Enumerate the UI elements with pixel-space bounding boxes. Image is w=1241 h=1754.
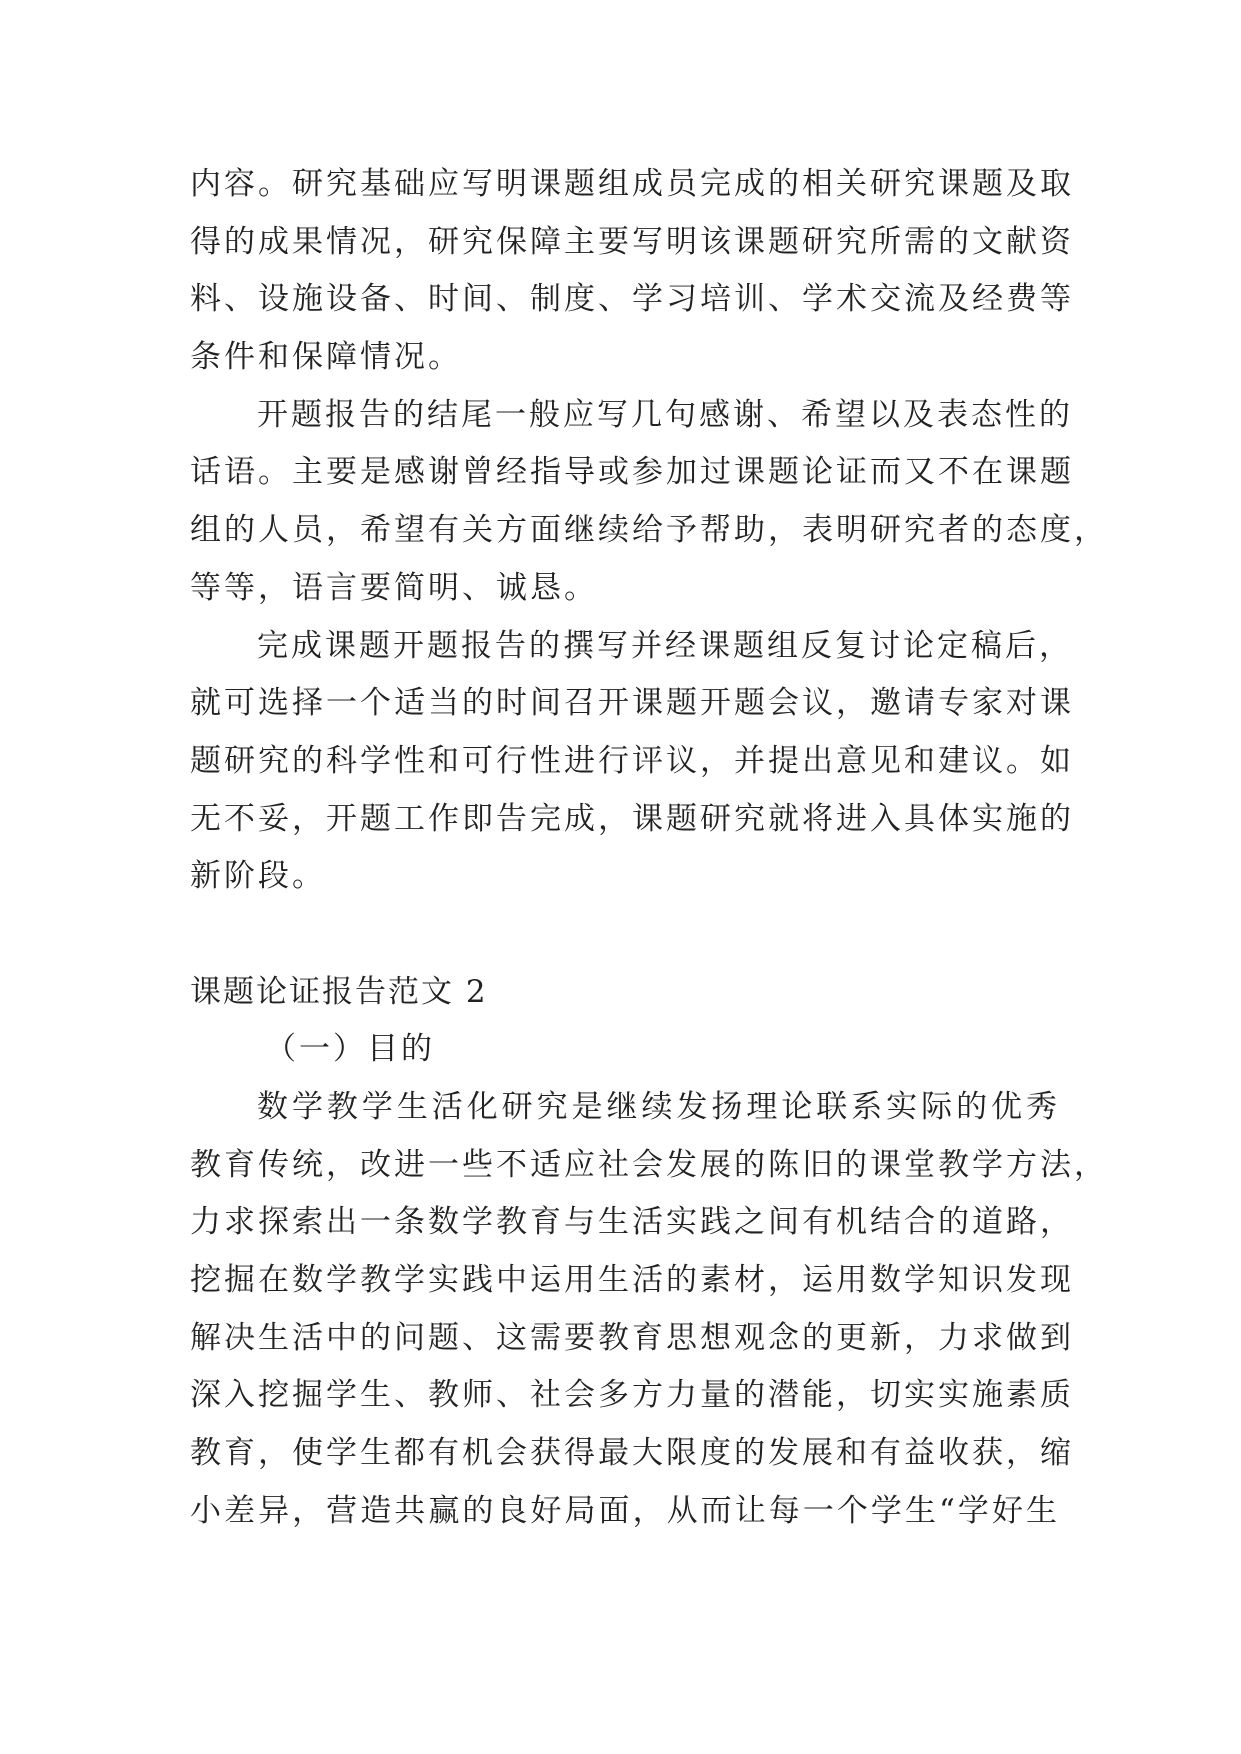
section-title-text: 课题论证报告范文 2 — [190, 973, 488, 1010]
text-line: 内容。研究基础应写明课题组成员完成的相关研究课题及取 — [190, 166, 1074, 202]
text-line: 小差异，营造共赢的良好局面，从而让每一个学生“学好生 — [190, 1492, 1060, 1529]
paragraph-purpose — [190, 1079, 1108, 1541]
text-line: 挖掘在数学教学实践中运用生活的素材，运用数学知识发现 — [190, 1262, 1074, 1299]
text-line: 教育传统，改进一些不适应社会发展的陈旧的课堂教学方法， — [190, 1146, 1108, 1183]
text-line: 完成课题开题报告的撰写并经课题组反复讨论定稿后， — [257, 627, 1073, 664]
text-line: 料、设施设备、时间、制度、学习培训、学术交流及经费等 — [190, 281, 1074, 318]
text-line: 数学教学生活化研究是继续发扬理论联系实际的优秀 — [257, 1089, 1060, 1125]
text-line: 教育，使学生都有机会获得最大限度的发展和有益收获，缩 — [190, 1435, 1074, 1472]
section-title — [190, 964, 1060, 1022]
blank-line — [190, 906, 1060, 964]
text-line: 题研究的科学性和可行性进行评议，并提出意见和建议。如 — [190, 742, 1074, 779]
text-line: 条件和保障情况。 — [190, 339, 462, 376]
text-line: 组的人员，希望有关方面继续给予帮助，表明研究者的态度， — [190, 512, 1108, 549]
text-line: 解决生活中的问题、这需要教育思想观念的更新，力求做到 — [190, 1319, 1074, 1356]
text-line: 深入挖掘学生、教师、社会多方力量的潜能，切实实施素质 — [190, 1377, 1074, 1414]
text-line: 等等，语言要简明、诚恳。 — [190, 569, 598, 606]
document-body — [190, 156, 1108, 1541]
text-line: 得的成果情况，研究保障主要写明该课题研究所需的文献资 — [190, 223, 1074, 260]
paragraph-report-completion — [190, 618, 1074, 906]
text-line: 开题报告的结尾一般应写几句感谢、希望以及表态性的 — [257, 396, 1073, 433]
sub-title-text: （一）目的 — [265, 1031, 435, 1068]
text-line: 无不妥，开题工作即告完成，课题研究就将进入具体实施的 — [190, 800, 1074, 837]
paragraph-report-ending — [190, 387, 1108, 618]
sub-title — [190, 1021, 1060, 1079]
paragraph-research-basis — [190, 156, 1074, 387]
text-line: 力求探索出一条数学教育与生活实践之间有机结合的道路， — [190, 1204, 1074, 1241]
text-line: 就可选择一个适当的时间召开课题开题会议，邀请专家对课 — [190, 685, 1074, 722]
text-line: 新阶段。 — [190, 858, 326, 895]
text-line: 话语。主要是感谢曾经指导或参加过课题论证而又不在课题 — [190, 454, 1074, 491]
